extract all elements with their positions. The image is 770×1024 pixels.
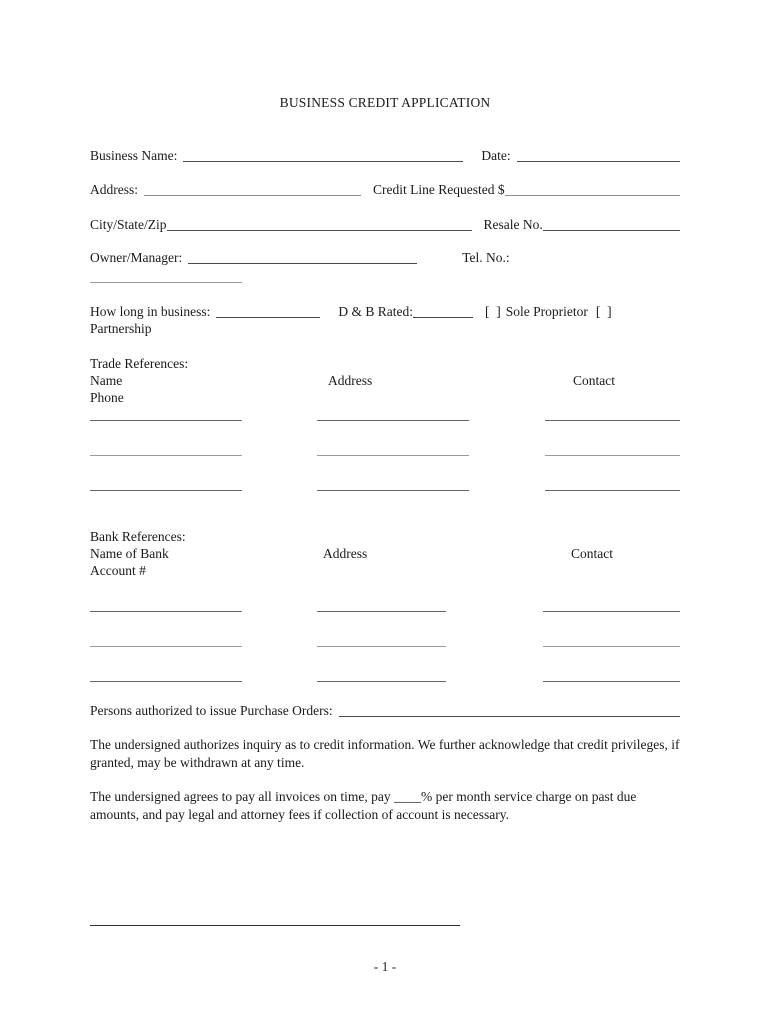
trade-ref-3-contact-line[interactable] <box>545 490 680 491</box>
tel-no-label: Tel. No.: <box>462 250 510 265</box>
trade-col-name: Name <box>90 373 123 388</box>
trade-ref-2-contact-line[interactable] <box>545 455 680 456</box>
row-tel-no-line <box>90 269 680 283</box>
authorization-paragraph: The undersigned authorizes inquiry as to credit information. We further acknowledge that credit privileges, if granted, may be withdrawn at any time. <box>90 737 680 770</box>
trade-reference-row-2 <box>90 442 680 456</box>
bank-ref-1-name-line[interactable] <box>90 611 242 612</box>
bank-col-account-row <box>90 562 680 579</box>
db-rated-label: D & B Rated: <box>338 304 414 319</box>
credit-line-field-line[interactable] <box>505 183 680 196</box>
city-state-zip-label: City/State/Zip <box>90 217 167 232</box>
bank-reference-row-1 <box>90 598 680 612</box>
bank-reference-row-3 <box>90 668 680 682</box>
bank-col-address: Address <box>323 546 368 561</box>
address-field-line[interactable] <box>144 183 361 196</box>
trade-ref-3-address-line[interactable] <box>317 490 469 491</box>
trade-col-address: Address <box>328 373 373 388</box>
partnership-label: Partnership <box>90 321 152 336</box>
bank-references-heading: Bank References: <box>90 529 186 544</box>
row-business-duration-rating <box>90 303 680 320</box>
trade-references-header <box>90 372 680 389</box>
trade-reference-row-1 <box>90 407 680 421</box>
bank-col-account: Account # <box>90 563 146 578</box>
bank-ref-1-address-line[interactable] <box>317 611 446 612</box>
partnership-checkbox[interactable]: [ ] <box>595 304 612 319</box>
resale-no-label: Resale No. <box>483 217 543 232</box>
row-city-state-zip-resale <box>90 216 680 233</box>
trade-ref-1-contact-line[interactable] <box>545 420 680 421</box>
date-field-line[interactable] <box>517 149 680 162</box>
how-long-field-line[interactable] <box>216 305 320 318</box>
trade-col-phone: Phone <box>90 390 124 405</box>
db-rated-field-line[interactable] <box>413 305 473 318</box>
bank-ref-3-address-line[interactable] <box>317 681 446 682</box>
trade-reference-row-3 <box>90 477 680 491</box>
address-label: Address: <box>90 182 138 197</box>
bank-ref-2-name-line[interactable] <box>90 646 242 647</box>
trade-ref-3-name-line[interactable] <box>90 490 242 491</box>
row-address-credit-line <box>90 181 680 198</box>
date-label: Date: <box>481 148 511 163</box>
business-name-field-line[interactable] <box>183 149 463 162</box>
row-business-name-date <box>90 147 680 164</box>
trade-ref-2-name-line[interactable] <box>90 455 242 456</box>
owner-manager-label: Owner/Manager: <box>90 250 183 265</box>
business-name-label: Business Name: <box>90 148 178 163</box>
purchase-orders-field-line[interactable] <box>339 704 680 717</box>
bank-ref-3-contact-line[interactable] <box>543 681 680 682</box>
purchase-orders-label: Persons authorized to issue Purchase Orders: <box>90 703 333 718</box>
trade-col-contact: Contact <box>573 373 615 388</box>
sole-proprietor-checkbox[interactable]: [ ] <box>485 304 501 319</box>
bank-references-heading-row <box>90 528 680 545</box>
owner-manager-field-line[interactable] <box>188 251 417 264</box>
sole-proprietor-label: Sole Proprietor <box>505 304 588 319</box>
bank-ref-2-address-line[interactable] <box>317 646 446 647</box>
row-owner-manager-tel <box>90 249 680 266</box>
bank-col-contact: Contact <box>571 546 613 561</box>
page-number: - 1 - <box>373 959 397 974</box>
bank-ref-2-contact-line[interactable] <box>543 646 680 647</box>
how-long-label: How long in business: <box>90 304 211 319</box>
resale-no-field-line[interactable] <box>543 218 680 231</box>
bank-references-header <box>90 545 680 562</box>
signature-line[interactable] <box>90 925 460 926</box>
trade-ref-2-address-line[interactable] <box>317 455 469 456</box>
bank-ref-3-name-line[interactable] <box>90 681 242 682</box>
row-partnership <box>90 320 680 337</box>
trade-col-phone-row <box>90 389 680 406</box>
document-title: BUSINESS CREDIT APPLICATION <box>279 95 491 110</box>
row-purchase-orders <box>90 702 680 719</box>
bank-ref-1-contact-line[interactable] <box>543 611 680 612</box>
trade-references-heading-row <box>90 355 680 372</box>
trade-references-heading: Trade References: <box>90 356 189 371</box>
agreement-paragraph: The undersigned agrees to pay all invoices on time, pay ____% per month service charge on past due amounts, and pay legal and attorney fees if collection of account is necessary. <box>90 789 637 822</box>
bank-col-name: Name of Bank <box>90 546 169 561</box>
bank-reference-row-2 <box>90 633 680 647</box>
trade-ref-1-name-line[interactable] <box>90 420 242 421</box>
city-state-zip-field-line[interactable] <box>167 218 472 231</box>
credit-line-requested-label: Credit Line Requested $ <box>373 182 505 197</box>
tel-no-field-line[interactable] <box>90 282 242 283</box>
trade-ref-1-address-line[interactable] <box>317 420 469 421</box>
